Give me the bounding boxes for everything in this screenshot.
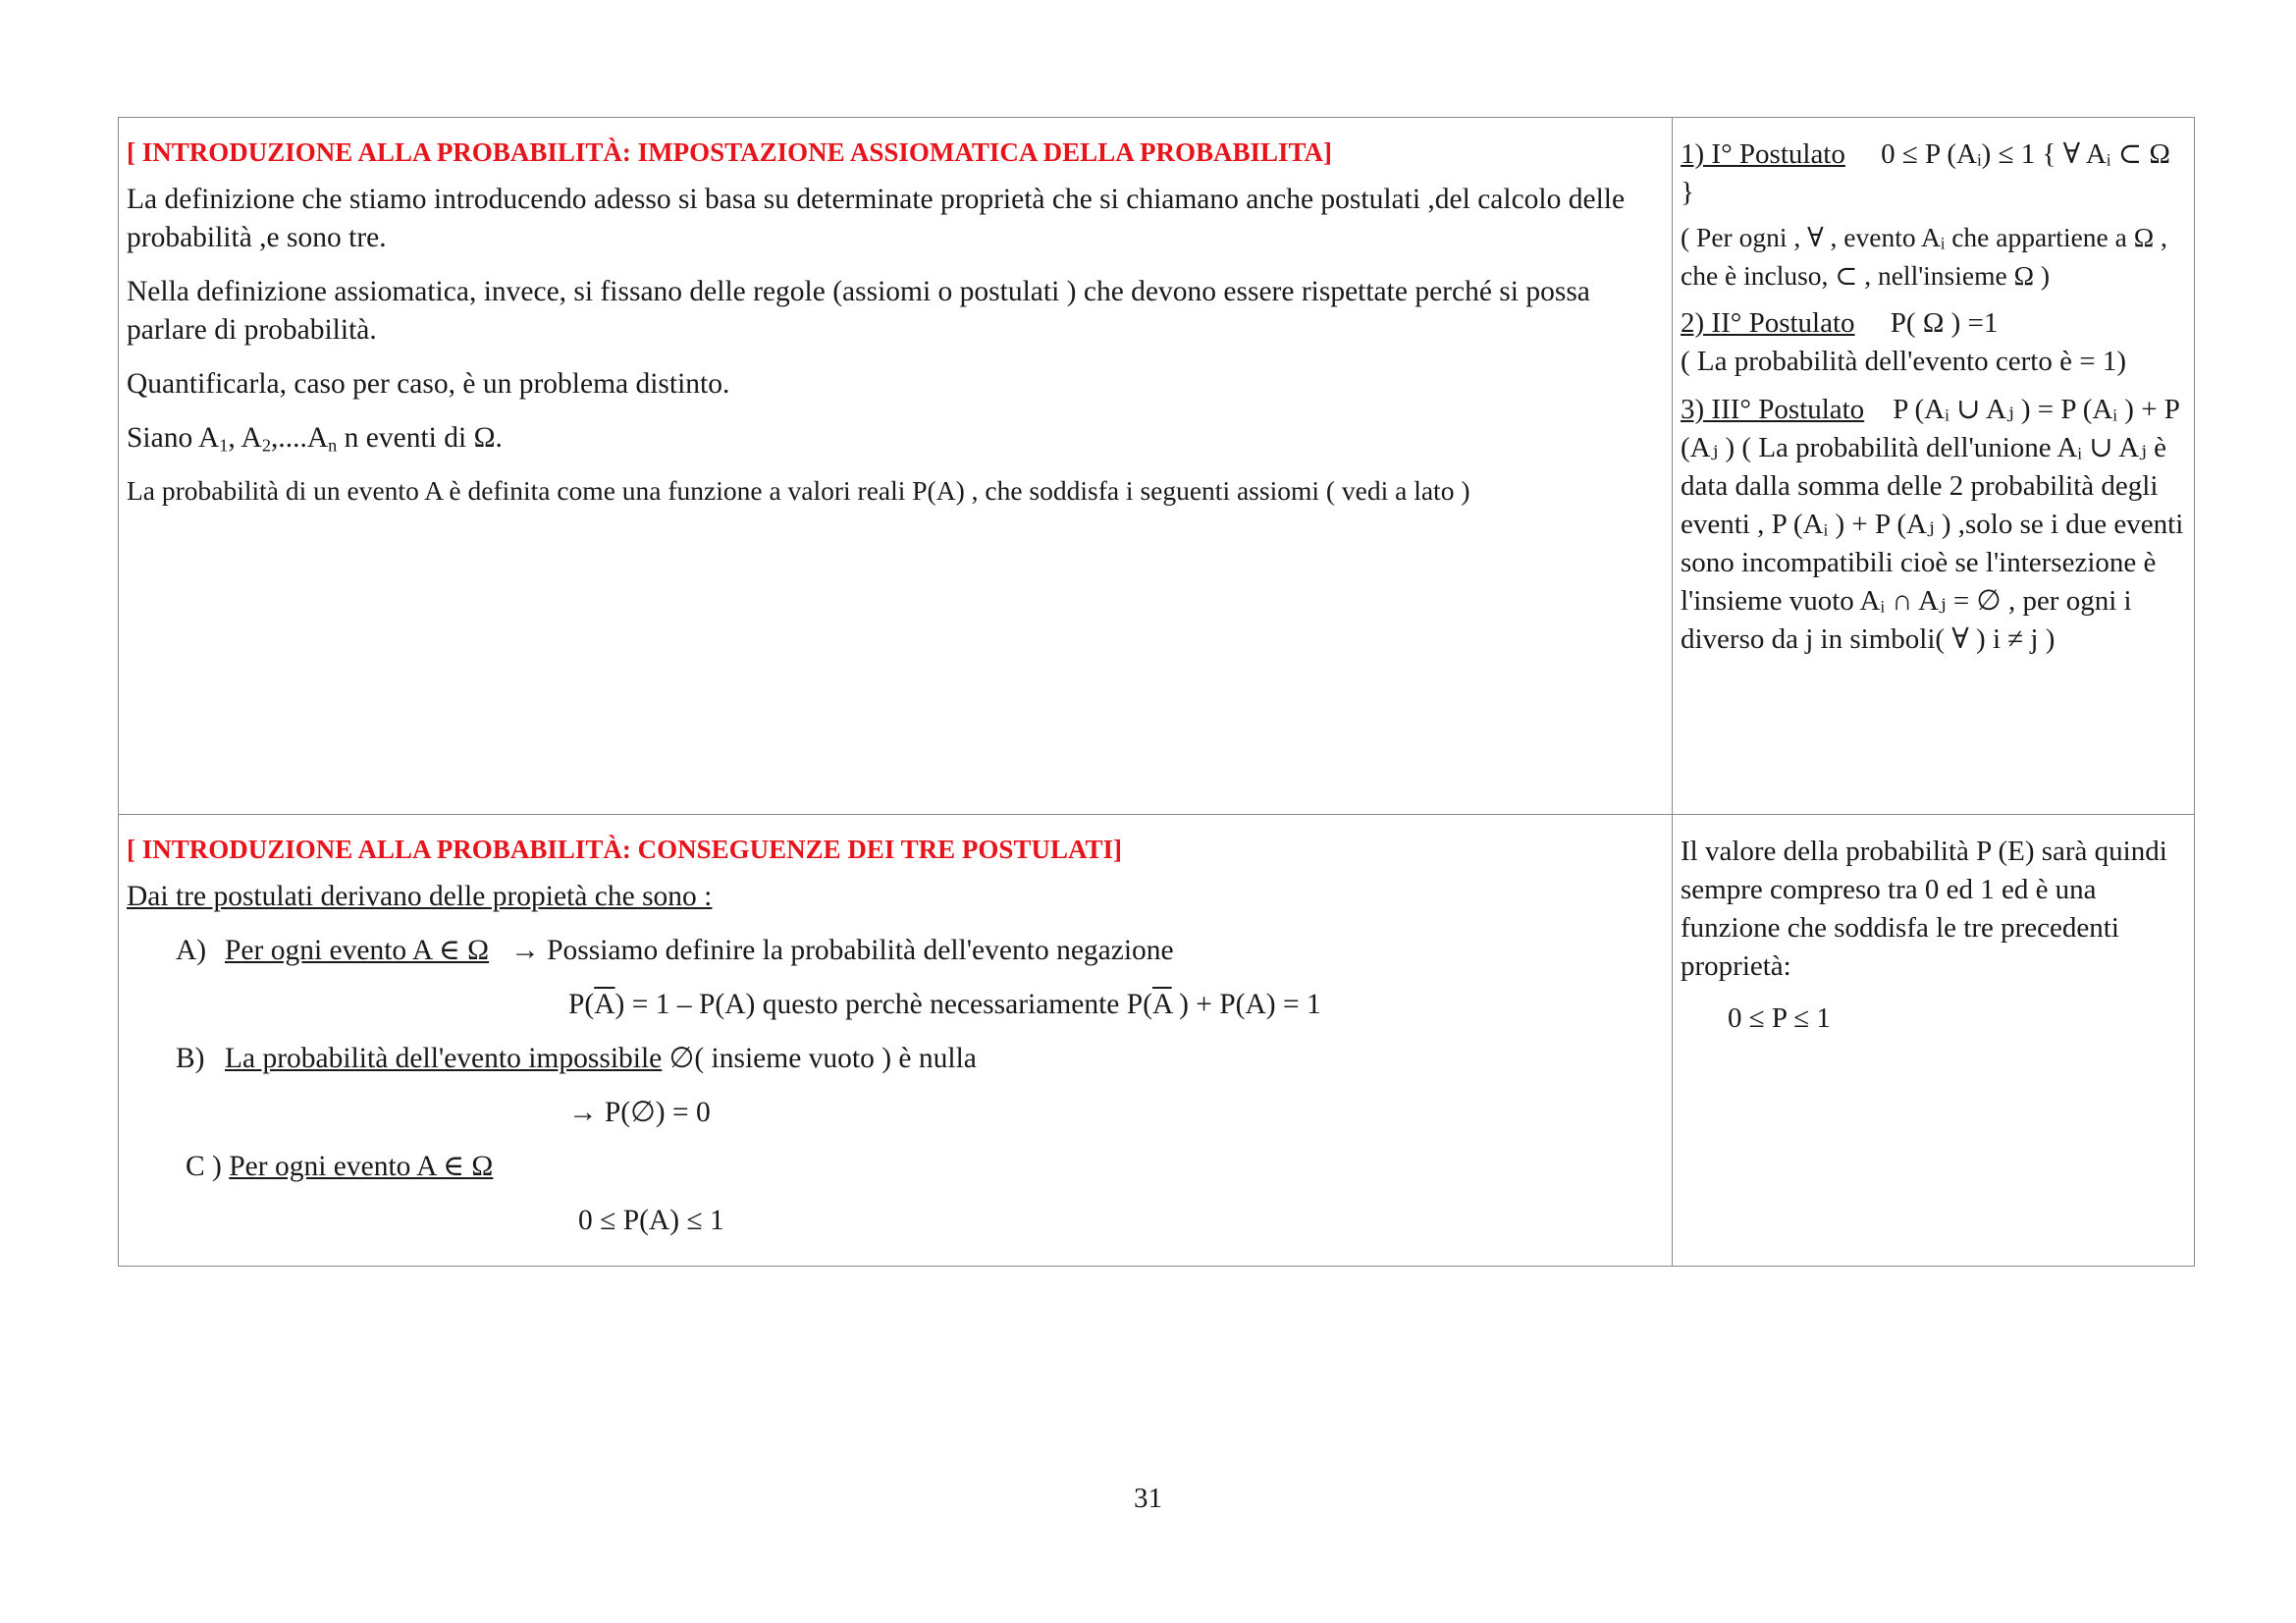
list-item-a: [176, 932, 1664, 970]
subscript: n: [328, 435, 338, 456]
conclusion-text: Il valore della probabilità P (E) sarà quindi sempre compreso tra 0 ed 1 ed è una funzione che soddisfa le tre precedenti proprietà:: [1681, 836, 2167, 982]
paragraph-axiomatic: Nella definizione assiomatica, invece, si fissano delle regole (assiomi o postulati ) che devono essere rispettate perché si possa parlare di probabilità.: [127, 276, 1590, 346]
formula-part: $\overline{A}$: [1152, 989, 1172, 1020]
list-text-a: → Possiamo definire la probabilità dell'evento negazione: [510, 935, 1174, 966]
content-table: [118, 117, 2195, 1267]
formula-part: ) = 1 – P(A) questo perchè necessariamente P(: [614, 989, 1152, 1020]
list-label-b: La probabilità dell'evento impossibile: [225, 1043, 663, 1074]
postulate-1-formula: 0 ≤ P (Aᵢ) ≤ 1 { ∀ Aᵢ ⊂ Ω }: [1681, 138, 2170, 208]
conclusion-cell: [1673, 815, 2195, 1267]
list-item-b: [176, 1040, 1664, 1078]
formula-part: ) + P(A) = 1: [1171, 989, 1321, 1020]
postulate-3: [1681, 391, 2184, 659]
postulate-1-note: ( Per ogni , ∀ , evento Aᵢ che appartiene a Ω , che è incluso, ⊂ , nell'insieme Ω ): [1681, 222, 2167, 291]
postulates-cell: [1673, 118, 2195, 815]
postulate-2-note: ( La probabilità dell'evento certo è = 1): [1681, 346, 2126, 377]
consequences-intro: Dai tre postulati derivano delle propietà che sono :: [127, 881, 713, 912]
postulate-3-label: 3) III° Postulato: [1681, 394, 1865, 425]
paragraph-function: La probabilità di un evento A è definita come una funzione a valori reali P(A) , che soddisfa i seguenti assiomi ( vedi a lato ): [127, 475, 1470, 506]
postulate-3-formula: P (Aᵢ ∪ Aⱼ ) = P (Aᵢ ) + P (Aⱼ ): [1681, 394, 2179, 463]
events-text: Siano A: [127, 422, 220, 454]
postulate-1: [1681, 135, 2184, 212]
list-item-c: [186, 1148, 1664, 1186]
paragraph-events: [127, 419, 1664, 458]
table-row: [119, 118, 2195, 815]
postulate-2: [1681, 304, 2184, 343]
axioms-main-cell: [119, 118, 1673, 815]
list-text-b: ∅( insieme vuoto ) è nulla: [662, 1043, 977, 1074]
list-letter-b: B): [176, 1043, 205, 1074]
conclusion-formula: 0 ≤ P ≤ 1: [1728, 1002, 1831, 1034]
paragraph-definition: La definizione che stiamo introducendo adesso si basa su determinate proprietà che si chiamano anche postulati ,del calcolo delle probabilità ,e sono tre.: [127, 184, 1626, 253]
subscript: 1: [219, 435, 229, 456]
postulate-2-formula: P( Ω ) =1: [1890, 307, 1999, 339]
section-heading-axioms: [ INTRODUZIONE ALLA PROBABILITÀ: IMPOSTAZIONE ASSIOMATICA DELLA PROBABILITA]: [127, 137, 1332, 167]
section-heading-consequences: [ INTRODUZIONE ALLA PROBABILITÀ: CONSEGUENZE DEI TRE POSTULATI]: [127, 835, 1122, 864]
page-number: 31: [1134, 1483, 1162, 1514]
list-label-c: Per ogni evento A ∈ Ω: [229, 1151, 494, 1182]
table-row: [119, 815, 2195, 1267]
events-text: , A: [228, 422, 262, 454]
events-text: ,....A: [270, 422, 329, 454]
list-letter-c: C ): [186, 1151, 222, 1182]
list-label-a: Per ogni evento A ∈ Ω: [225, 935, 490, 966]
formula-range: 0 ≤ P(A) ≤ 1: [578, 1205, 724, 1236]
events-text: n eventi di Ω.: [337, 422, 503, 454]
formula-part: P(: [568, 989, 595, 1020]
subscript: 2: [261, 435, 271, 456]
formula-empty-set: → P(∅) = 0: [568, 1097, 711, 1128]
formula-negation: [127, 986, 1664, 1024]
consequences-cell: [119, 815, 1673, 1267]
postulate-3-note: ( La probabilità dell'unione Aᵢ ∪ Aⱼ è data dalla somma delle 2 probabilità degli eventi , P (Aᵢ ) + P (Aⱼ ) ,solo se i due eventi sono incompatibili cioè se l'intersezione è l'insieme vuoto Aᵢ ∩ Aⱼ = ∅ , per ogni i diverso da j in simboli( ∀ ) i ≠ j ): [1681, 432, 2184, 655]
postulate-2-label: 2) II° Postulato: [1681, 307, 1855, 339]
paragraph-quantify: Quantificarla, caso per caso, è un problema distinto.: [127, 368, 730, 400]
postulate-1-label: 1) I° Postulato: [1681, 138, 1845, 170]
formula-part: $\overline{A}$: [594, 989, 615, 1020]
list-letter-a: A): [176, 935, 207, 966]
